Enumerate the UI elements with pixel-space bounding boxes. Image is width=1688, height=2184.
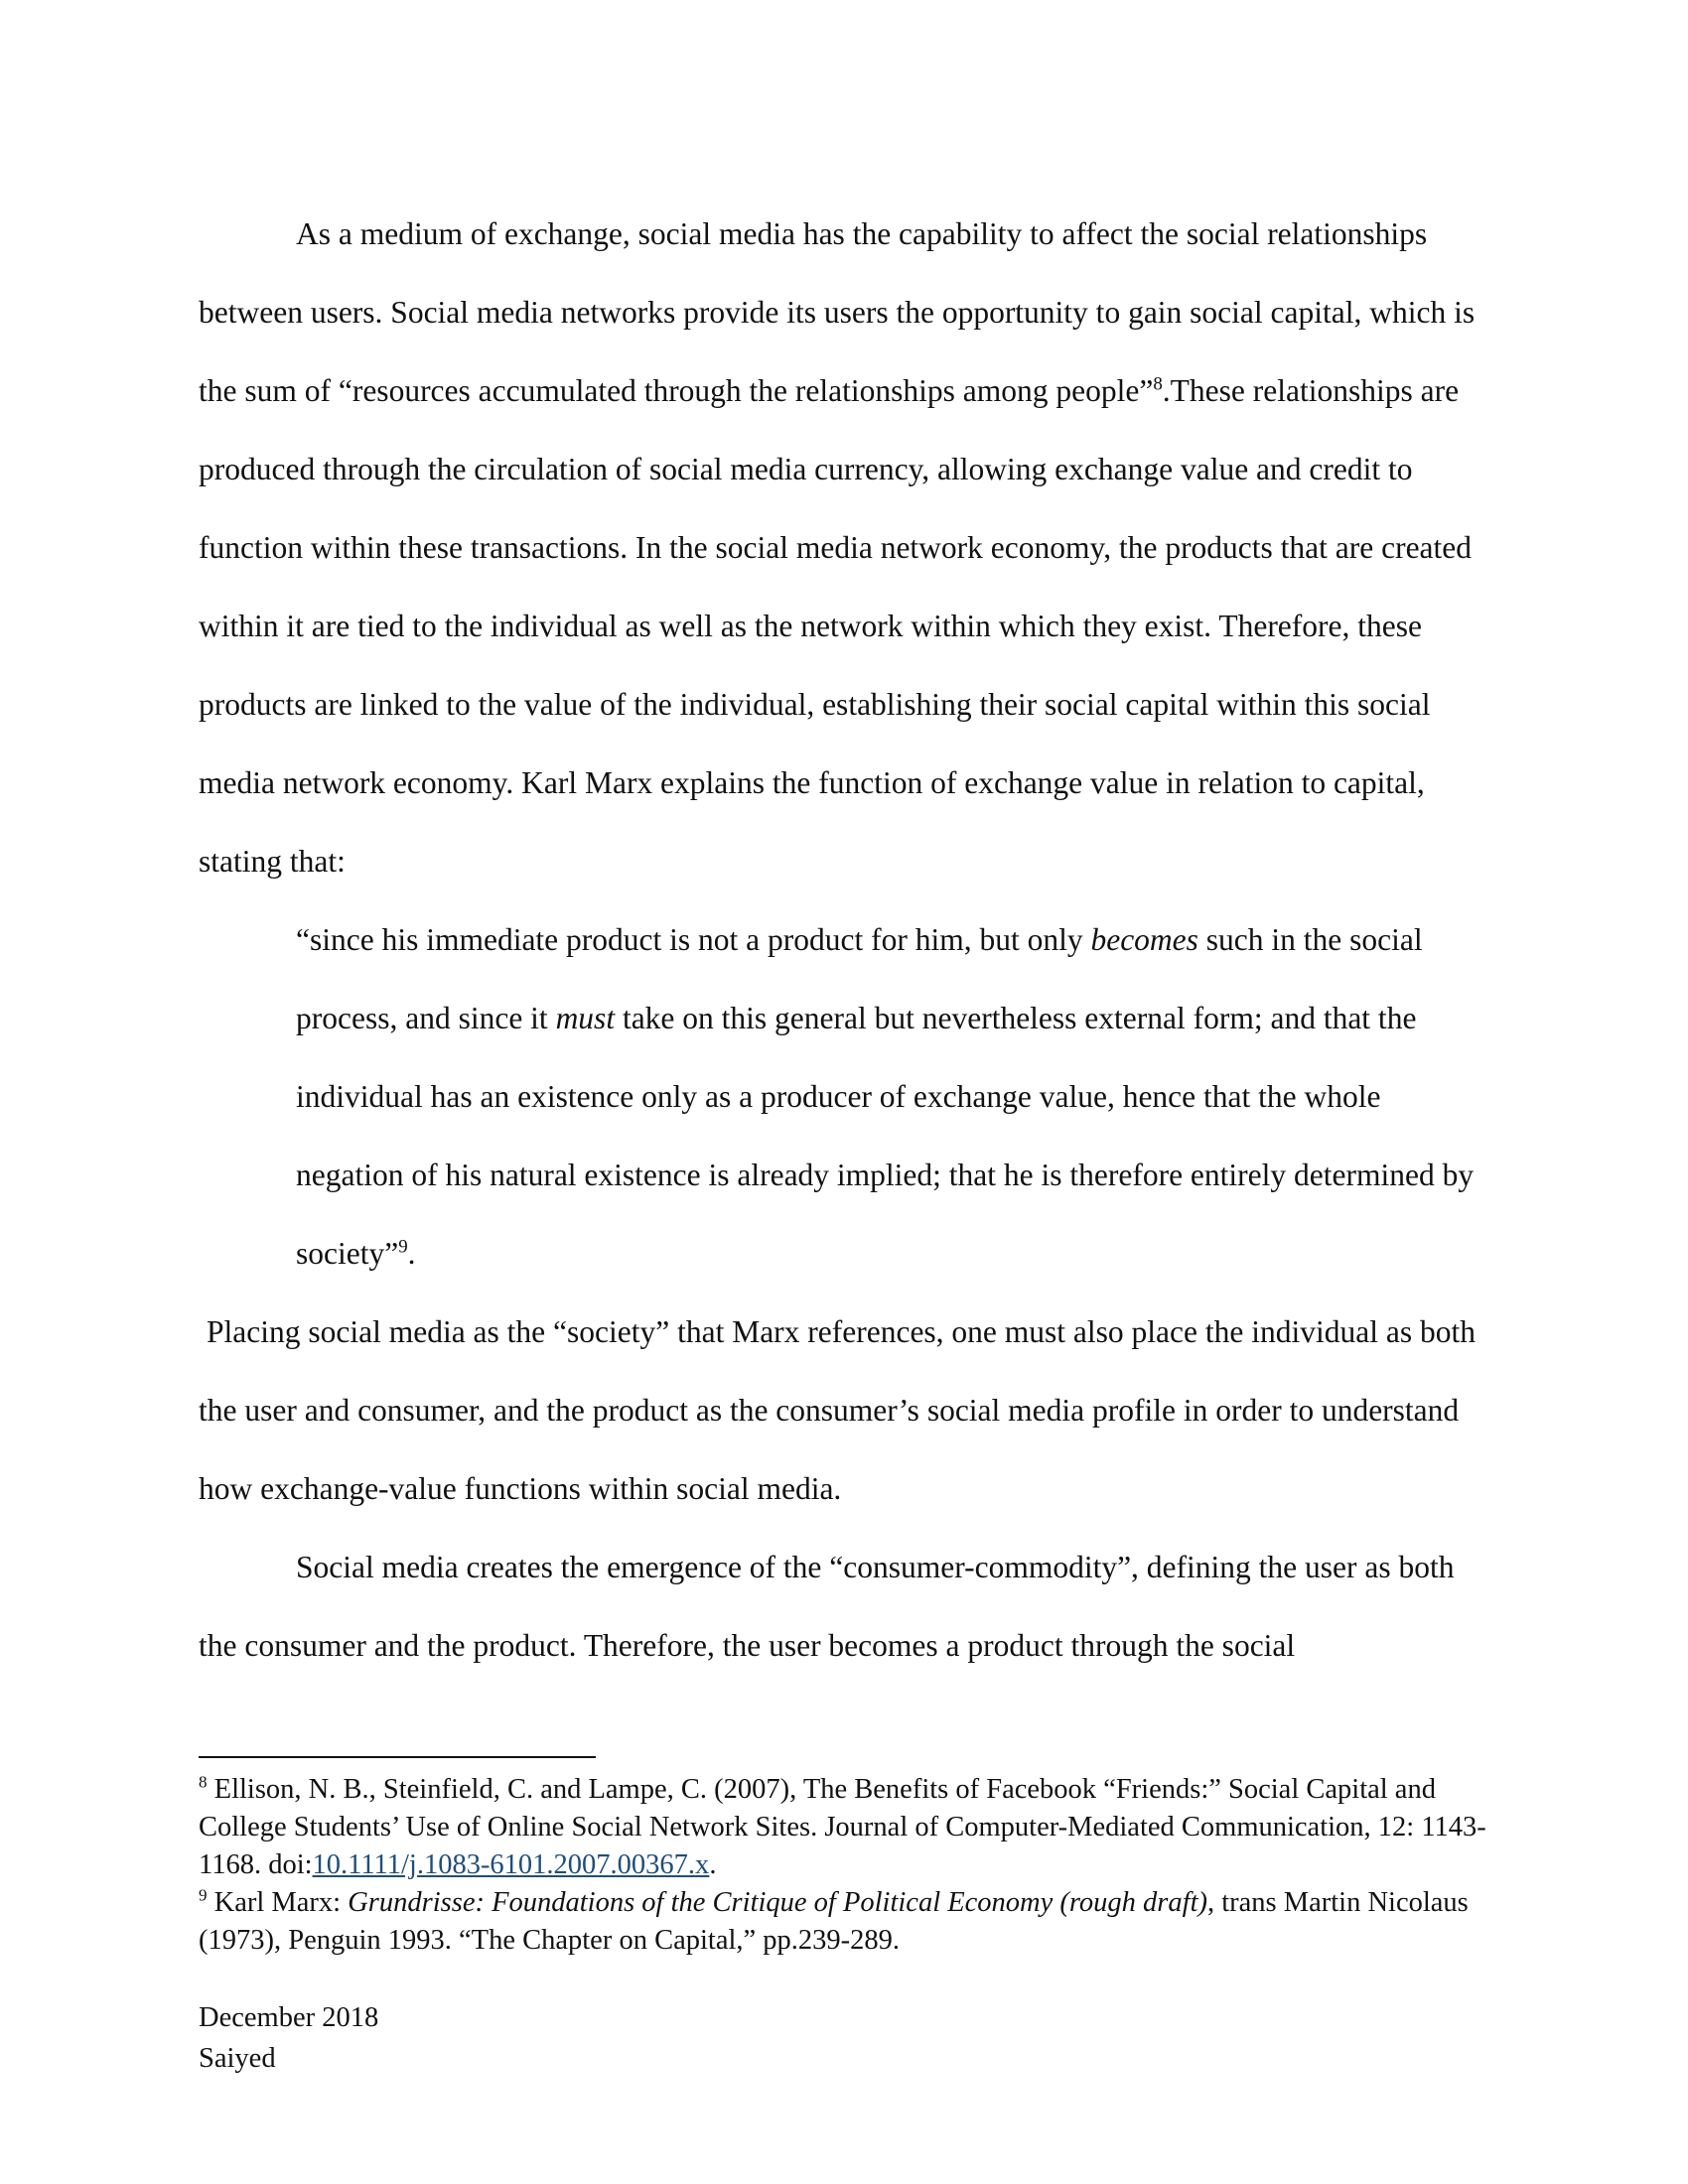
quote-end: . xyxy=(407,1236,416,1271)
footnote-separator xyxy=(199,1756,596,1758)
footnote-number-8: 8 xyxy=(199,1772,208,1792)
footnote-9-title: Grundrisse: Foundations of the Critique of Political Economy (rough draft) xyxy=(348,1887,1207,1918)
footnote-number-9: 9 xyxy=(199,1885,208,1905)
footer-author: Saiyed xyxy=(199,2043,276,2074)
footnote-9-rest: , trans Martin Nicolaus (1973), Penguin 1993. “The Chapter on Capital,” pp.239-289. xyxy=(199,1887,1469,1956)
body-text xyxy=(199,195,1489,1685)
footer-date: December 2018 xyxy=(199,2002,379,2033)
quote-part-3: take on this general but nevertheless external form; and that the individual has an existence only as a producer of exchange value, hence that the whole negation of his natural existence is already implied; that he is therefore entirely determined by society” xyxy=(296,1001,1475,1271)
footnote-9-author: Karl Marx: xyxy=(207,1887,349,1918)
footnote-ref-8[interactable]: 8 xyxy=(1153,373,1163,395)
paragraph-1 xyxy=(199,195,1489,900)
paragraph-1-text-b: .These relationships are produced through the circulation of social media currency, allowing exchange value and credit to function within these transactions. In the social media network economy, the products that are created within it are tied to the individual as well as the network within which they exist. Therefore, these products are linked to the value of the individual, establishing their social capital within this social media network economy. Karl Marx explains the function of exchange value in relation to capital, stating that: xyxy=(199,373,1473,879)
paragraph-1-text-a: As a medium of exchange, social media has the capability to affect the social relationships between users. Social media networks provide its users the opportunity to gain social capital, which is the sum of “resources accumulated through the relationships among people” xyxy=(199,216,1476,408)
footnote-ref-9[interactable]: 9 xyxy=(398,1236,408,1258)
paragraph-3: Social media creates the emergence of the “consumer-commodity”, defining the user as both the consumer and the product. Therefore, the user becomes a product through the social xyxy=(199,1550,1455,1663)
quote-italic-becomes: becomes xyxy=(1090,922,1198,957)
doi-link[interactable]: 10.1111/j.1083-6101.2007.00367.x xyxy=(312,1849,710,1880)
footnote-8-end: . xyxy=(709,1849,717,1880)
footnote-8-text: Ellison, N. B., Steinfield, C. and Lampe, C. (2007), The Benefits of Facebook “Friends:” Social Capital and College Students’ Use of Online Social Network Sites. Journal of Computer-Mediated Communication, 12: 1143-1168. doi: xyxy=(199,1774,1486,1880)
footnotes xyxy=(199,1771,1509,1960)
quote-part-2: such in the social process, and since it xyxy=(296,922,1423,1035)
footnote-9 xyxy=(199,1884,1509,1960)
paragraph-2: Placing social media as the “society” that Marx references, one must also place the individual as both the user and consumer, and the product as the consumer’s social media profile in order to understand how exchange-value functions within social media. xyxy=(199,1314,1476,1506)
quote-italic-must: must xyxy=(555,1001,616,1035)
quote-part-1: “since his immediate product is not a product for him, but only xyxy=(296,922,1091,957)
footnote-8 xyxy=(199,1771,1509,1884)
block-quote xyxy=(199,900,1489,1293)
page-footer xyxy=(199,1997,378,2079)
